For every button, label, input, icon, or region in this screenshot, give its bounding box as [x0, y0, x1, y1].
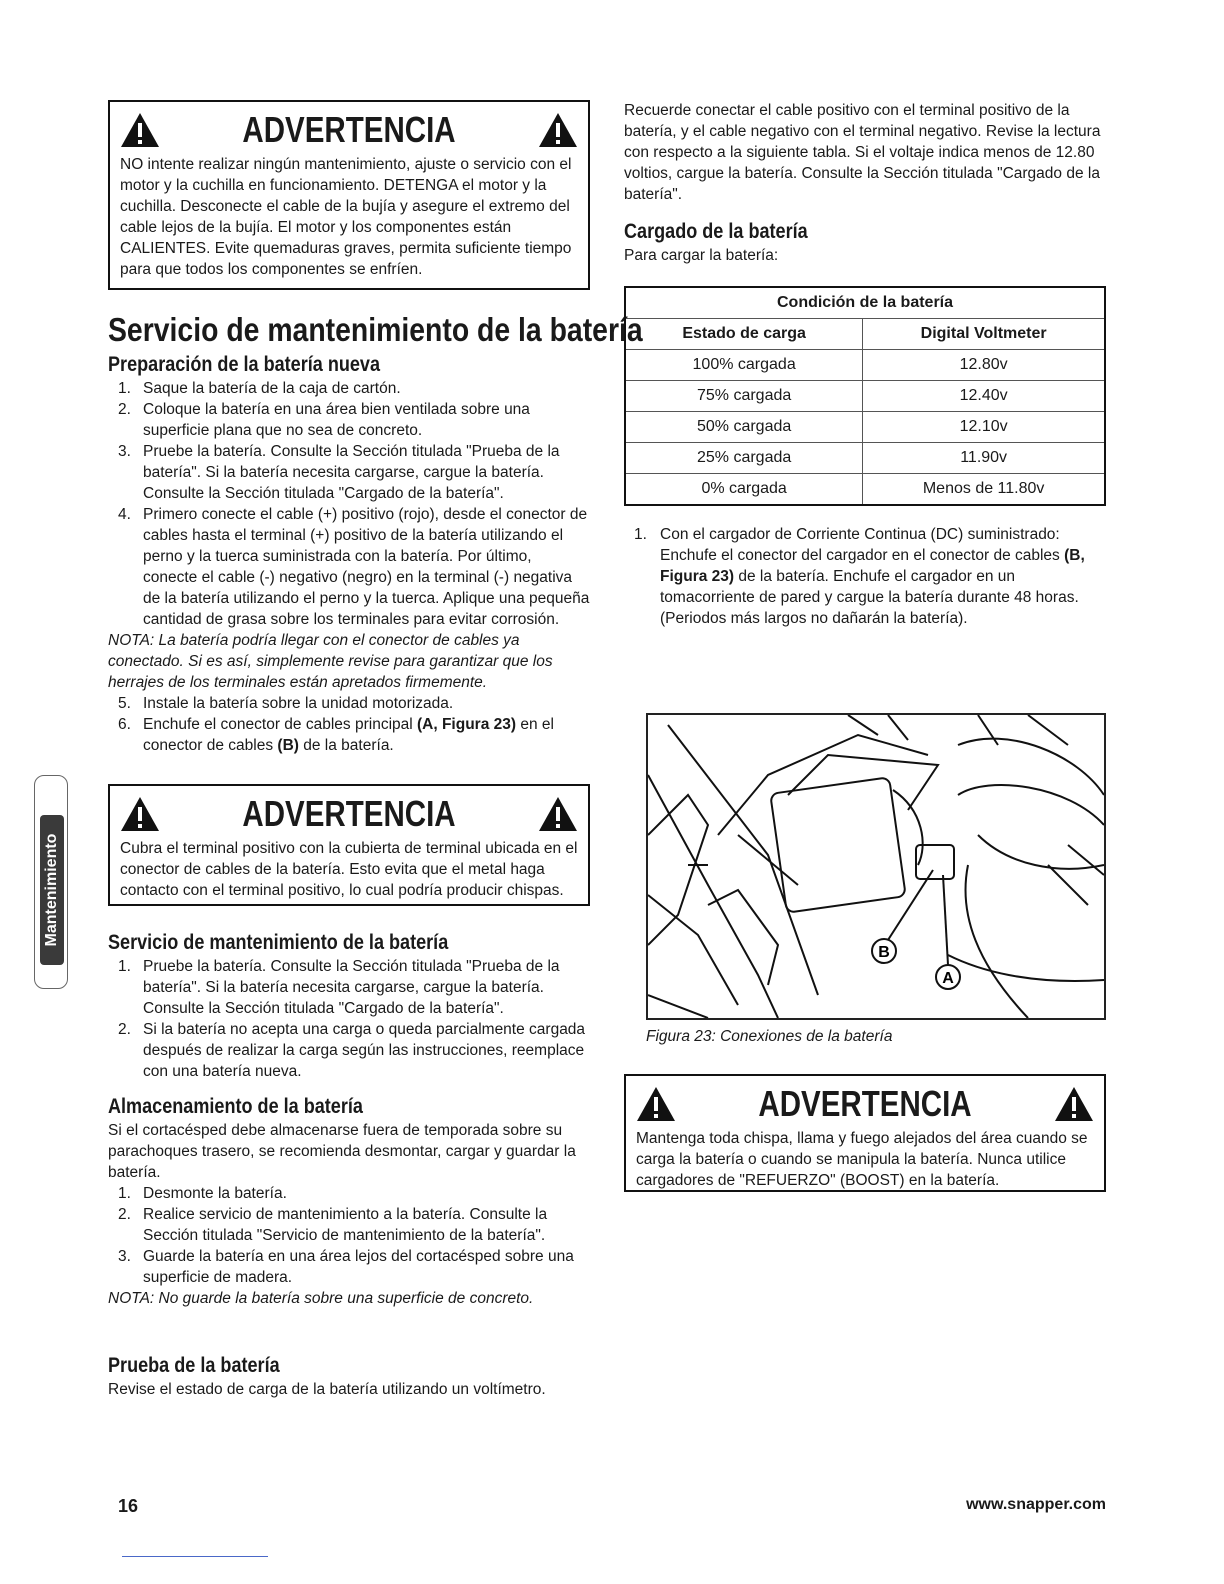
- list-item: 1. Saque la batería de la caja de cartón.: [118, 380, 401, 397]
- warning-icon: [1054, 1086, 1094, 1122]
- warning-title: ADVERTENCIA: [242, 793, 456, 834]
- list-item: 2. Coloque la batería en una área bien ventilada sobre una superficie plana que no sea de concreto.: [118, 401, 530, 439]
- storage-intro: Si el cortacésped debe almacenarse fuera de temporada sobre su parachoques trasero, se recomienda desmontar, cargar y guardar la batería.: [108, 1122, 576, 1181]
- figure-reference: (B): [277, 737, 299, 754]
- table-row: 0% cargada Menos de 11.80v: [625, 474, 1105, 506]
- table-header: Digital Voltmeter: [863, 319, 1105, 350]
- battery-connection-drawing: [648, 715, 1104, 1018]
- footer-url: www.snapper.com: [966, 1496, 1106, 1513]
- storage-title: Almacenamiento de la batería: [108, 1095, 363, 1118]
- list-item: 1. Pruebe la batería. Consulte la Sección titulada "Prueba de la batería". Si la batería necesita cargarse, cargue la batería. Consulte la Sección titulada "Cargado de la batería".: [118, 958, 560, 1017]
- storage-steps: [108, 1183, 590, 1288]
- warning-icon: [636, 1086, 676, 1122]
- table-header: Estado de carga: [625, 319, 863, 350]
- battery-table: [624, 286, 1106, 506]
- warning-box-3: [624, 1074, 1106, 1192]
- warning-box-1: [108, 100, 590, 290]
- figure-reference: (B, Figura 23): [660, 547, 1085, 585]
- test-text: Revise el estado de carga de la batería utilizando un voltímetro.: [108, 1381, 546, 1398]
- prep-steps-cont: [108, 693, 590, 756]
- table-title: Condición de la batería: [625, 287, 1105, 319]
- list-item: 5. Instale la batería sobre la unidad motorizada.: [118, 695, 454, 712]
- table-row: 25% cargada 11.90v: [625, 443, 1105, 474]
- intro-text: Recuerde conectar el cable positivo con el terminal positivo de la batería, y el cable negativo con el terminal negativo. Revise la lectura con respecto a la siguiente tabla. Si el voltaje indica menos de 12.80 voltios, cargue la batería. Consulte la Sección titulada "Cargado de la batería".: [624, 102, 1101, 203]
- service-steps: [108, 956, 590, 1082]
- prep-title: Preparación de la batería nueva: [108, 353, 381, 376]
- list-item: 1. Con el cargador de Corriente Continua (DC) suministrado: Enchufe el conector del cargador en el conector de cables (B, Figura 23) de la batería. Enchufe el cargador en un tomacorriente de pared y cargue la batería durante 48 horas. (Periodos más largos no dañarán la batería).: [634, 526, 1085, 627]
- table-row: 50% cargada 12.10v: [625, 412, 1105, 443]
- charge-title: Cargado de la batería: [624, 220, 808, 243]
- warning-title: ADVERTENCIA: [758, 1083, 972, 1124]
- prep-note: NOTA: La batería podría llegar con el conector de cables ya conectado. Si es así, simplemente revise para garantizar que los herrajes de los terminales están apretados firmemente.: [108, 632, 553, 691]
- warning-title: ADVERTENCIA: [242, 109, 456, 150]
- list-item: 4. Primero conecte el cable (+) positivo (rojo), desde el conector de cables hasta el terminal (+) positivo de la batería utilizando el perno y la tuerca suministrada con la batería. Por último, conecte el cable (-) negativo (negro) en la terminal (-) negativa de la batería utilizando el perno y la tuerca. Aplique una pequeña cantidad de grasa sobre los terminales para evitar corrosión.: [118, 506, 590, 628]
- prep-steps: [108, 378, 590, 630]
- warning-icon: [120, 112, 160, 148]
- table-row: 100% cargada 12.80v: [625, 350, 1105, 381]
- warning-icon: [120, 796, 160, 832]
- list-item: 3. Pruebe la batería. Consulte la Sección titulada "Prueba de la batería". Si la batería necesita cargarse, cargue la batería. Consulte la Sección titulada "Cargado de la batería".: [118, 443, 560, 502]
- section-title: Servicio de mantenimiento de la batería: [108, 311, 643, 348]
- list-item: 3. Guarde la batería en una área lejos del cortacésped sobre una superficie de madera.: [118, 1248, 574, 1286]
- right-column: [624, 100, 1106, 1192]
- side-tab-label: Mantenimiento: [43, 833, 60, 947]
- storage-note: NOTA: No guarde la batería sobre una superficie de concreto.: [108, 1290, 534, 1307]
- warning-box-2: [108, 784, 590, 906]
- list-item: 2. Si la batería no acepta una carga o queda parcialmente cargada después de realizar la carga según las instrucciones, reemplace con una batería nueva.: [118, 1021, 586, 1080]
- figure-caption: Figura 23: Conexiones de la batería: [646, 1028, 893, 1045]
- charge-intro: Para cargar la batería:: [624, 247, 779, 264]
- table-row: 75% cargada 12.40v: [625, 381, 1105, 412]
- page-number: 16: [118, 1496, 139, 1516]
- figure-23-illustration: [646, 713, 1106, 1020]
- figure-reference: (A, Figura 23): [417, 716, 517, 733]
- divider: [122, 1556, 268, 1557]
- list-item: 1. Desmonte la batería.: [118, 1185, 287, 1202]
- charge-steps: [624, 524, 1106, 629]
- list-item: 6. Enchufe el conector de cables principal (A, Figura 23) en el conector de cables (B) de la batería.: [118, 716, 554, 754]
- warning-text: NO intente realizar ningún mantenimiento, ajuste o servicio con el motor y la cuchilla en funcionamiento. DETENGA el motor y la cuchilla. Desconecte el cable de la bujía y asegure el extremo del cable lejos de la bujía. El motor y los componentes están CALIENTES. Evite quemaduras graves, permita suficiente tiempo para que todos los componentes se enfríen.: [120, 156, 572, 278]
- left-column: [108, 100, 643, 1400]
- test-title: Prueba de la batería: [108, 1354, 280, 1377]
- warning-icon: [538, 112, 578, 148]
- label-a: A: [942, 970, 954, 987]
- label-b: B: [878, 944, 890, 961]
- warning-icon: [538, 796, 578, 832]
- warning-text: Mantenga toda chispa, llama y fuego alejados del área cuando se carga la batería o cuando se manipula la batería. Nunca utilice cargadores de "REFUERZO" (BOOST) en la batería.: [636, 1130, 1088, 1189]
- service-title: Servicio de mantenimiento de la batería: [108, 931, 449, 954]
- list-item: 2. Realice servicio de mantenimiento a la batería. Consulte la Sección titulada "Servicio de mantenimiento de la batería".: [118, 1206, 548, 1244]
- warning-text: Cubra el terminal positivo con la cubierta de terminal ubicada en el conector de cables de la batería. Esto evita que el metal haga contacto con el terminal positivo, lo cual podría producir chispas.: [120, 840, 578, 899]
